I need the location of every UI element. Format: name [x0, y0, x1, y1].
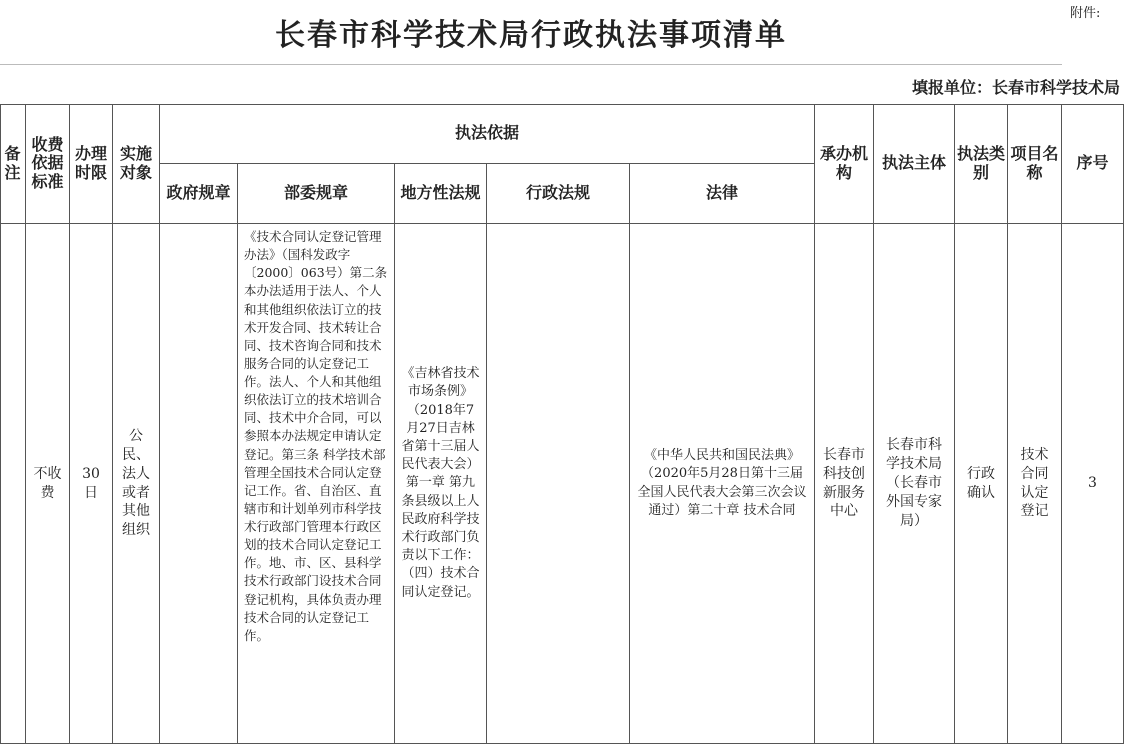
col-header-admin-regulation: 行政法规 — [487, 164, 630, 224]
col-header-remarks: 备注 — [0, 104, 26, 224]
col-header-enforcement-category: 执法类别 — [955, 104, 1008, 224]
page-title: 长春市科学技术局行政执法事项清单 — [0, 0, 1062, 65]
col-header-ministerial-rule: 部委规章 — [238, 164, 395, 224]
cell-ministerial-rule: 《技术合同认定登记管理办法》（国科发政字〔2000〕063号）第二条 本办法适用于法人、个人和其他组织依法订立的技术开发合同、技术转让合同、技术咨询合同和技术服务合同的认定登记工作。法人、个人和其他组织依法订立的技术培训合同、技术中介合同，可以参照本办法规定申请认定登记。第三条 科学技术部管理全国技术合同认定登记工作。省、自治区、直辖市和计划单列市科学技术行政部门管理本行政区划的技术合同认定登记工作。地、市、区、县科学技术行政部门设技术合同登记机构，具体负责办理技术合同的认定登记工作。 — [238, 224, 395, 744]
col-header-government-rule: 政府规章 — [160, 164, 238, 224]
cell-local-regulation: 《吉林省技术市场条例》（2018年7月27日吉林省第十三届人民代表大会）第一章 第九条县级以上人民政府科学技术行政部门负责以下工作：（四）技术合同认定登记。 — [395, 224, 487, 744]
col-header-local-regulation: 地方性法规 — [395, 164, 487, 224]
col-header-time-limit: 办理时限 — [70, 104, 113, 224]
col-header-item-name: 项目名称 — [1008, 104, 1062, 224]
col-header-enforcement-subject: 执法主体 — [874, 104, 955, 224]
cell-target: 公民、法人或者其他组织 — [113, 224, 160, 744]
cell-enforcement-subject: 长春市科学技术局（长春市外国专家局） — [874, 224, 955, 744]
cell-seq: 3 — [1062, 224, 1124, 744]
cell-admin-regulation — [487, 224, 630, 744]
col-header-law: 法律 — [630, 164, 815, 224]
col-header-handling-agency: 承办机构 — [815, 104, 874, 224]
annex-label: 附件: — [1070, 6, 1101, 21]
col-header-seq: 序号 — [1062, 104, 1124, 224]
col-header-fee-basis: 收费依据标准 — [26, 104, 70, 224]
cell-time-limit: 30日 — [70, 224, 113, 744]
reporting-unit: 填报单位：长春市科学技术局 — [911, 77, 1120, 97]
cell-fee-basis: 不收费 — [26, 224, 70, 744]
cell-enforcement-category: 行政确认 — [955, 224, 1008, 744]
cell-law: 《中华人民共和国民法典》（2020年5月28日第十三届全国人民代表大会第三次会议通过）第二十章 技术合同 — [630, 224, 815, 744]
cell-government-rule — [160, 224, 238, 744]
cell-remarks — [0, 224, 26, 744]
col-header-target: 实施对象 — [113, 104, 160, 224]
col-header-legal-basis: 执法依据 — [160, 104, 815, 164]
enforcement-table — [0, 104, 1124, 744]
cell-item-name: 技术合同认定登记 — [1008, 224, 1062, 744]
cell-handling-agency: 长春市科技创新服务中心 — [815, 224, 874, 744]
